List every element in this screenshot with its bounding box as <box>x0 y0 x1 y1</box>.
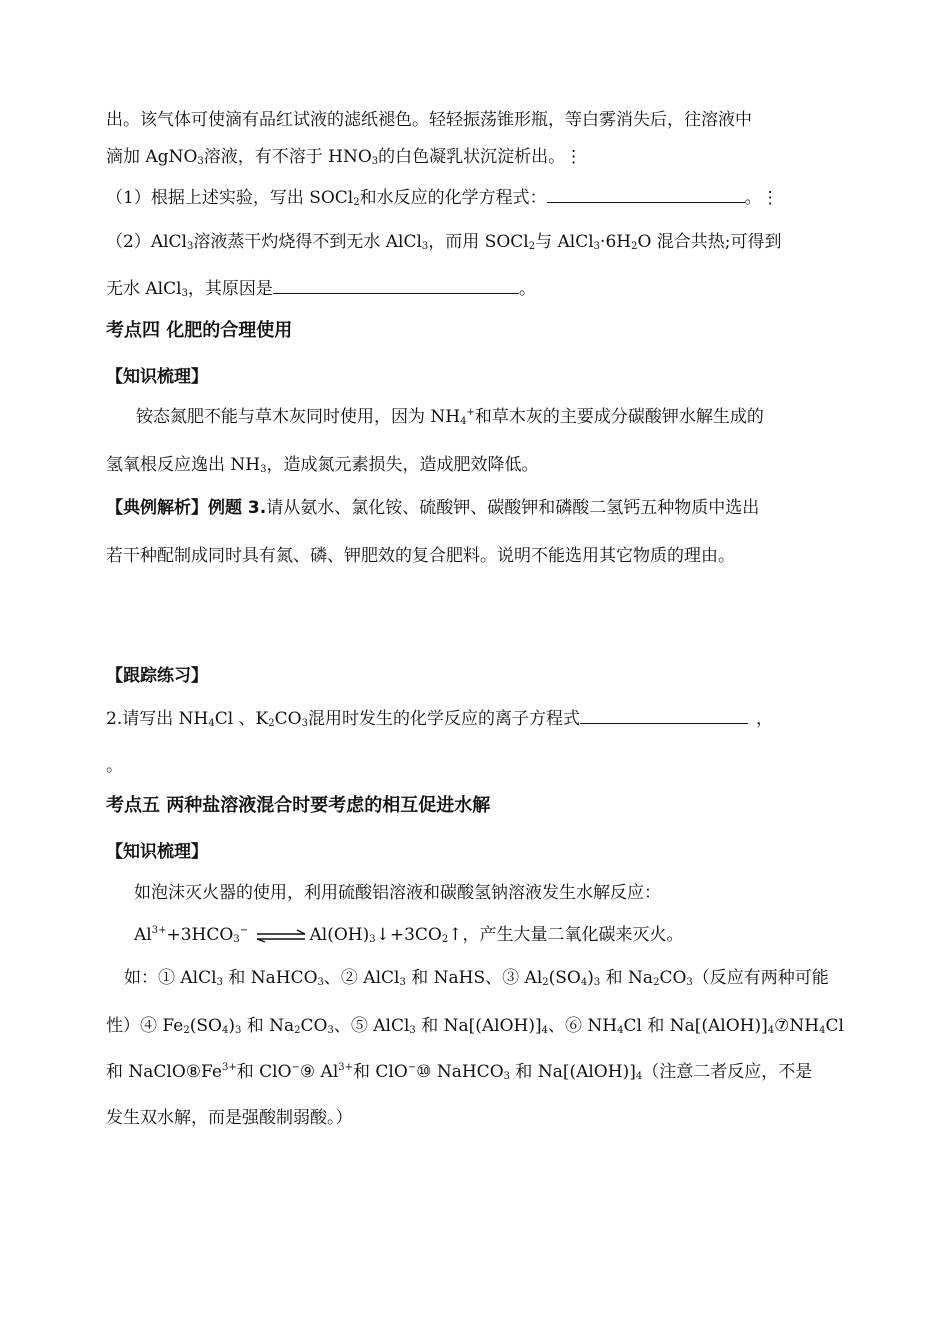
examples-line-3 <box>106 1061 812 1083</box>
examples-line-2 <box>106 1015 844 1037</box>
subscript: 2 <box>631 241 638 252</box>
superscript: − <box>239 925 249 936</box>
text: ) <box>228 1016 235 1036</box>
subscript: 4 <box>580 977 588 988</box>
text: （反应有两种可能 <box>692 968 829 988</box>
subscript: 3 <box>317 977 324 988</box>
text: 出。该气体可使滴有品红试液的滤纸褪色。轻轻振荡锥形瓶，等白雾消失后，往溶液中 <box>106 110 752 130</box>
text: 发生双水解，而是强酸制弱酸。） <box>106 1108 353 1128</box>
subscript: 3 <box>216 977 223 988</box>
subscript: 2 <box>183 1025 190 1036</box>
subscript: 3 <box>369 934 376 945</box>
text: CO <box>659 968 687 988</box>
text: CO <box>300 1016 328 1036</box>
practice-tag: 【跟踪练习】 <box>106 666 208 686</box>
subscript: 2 <box>268 718 275 729</box>
superscript: − <box>407 1062 417 1073</box>
text: 无水 AlCl <box>106 279 182 299</box>
subscript: 3 <box>186 241 194 252</box>
subscript: 3 <box>593 241 601 252</box>
text: 与 AlCl <box>535 232 594 252</box>
example-tag: 【典例解析】例题 3. <box>106 498 267 518</box>
paragraph-line <box>134 882 661 904</box>
text: （1）根据上述实验，写出 SOCl <box>106 188 354 208</box>
text: 和 Na <box>600 968 654 988</box>
subscript: 2 <box>653 977 660 988</box>
text: 和 NaHCO <box>222 968 318 988</box>
subscript: 3 <box>409 1025 416 1036</box>
subscript: 3 <box>593 977 601 988</box>
text: ) <box>587 968 594 988</box>
question-2 <box>106 231 782 253</box>
text: 铵态氮肥不能与草木灰同时使用，因为 NH <box>136 407 461 427</box>
subscript: 2 <box>542 977 549 988</box>
section-4-knowledge-tag: 【知识梳理】 <box>106 367 208 387</box>
text: ，而用 SOCl <box>428 232 529 252</box>
equation-line <box>134 924 683 946</box>
subscript: 3 <box>301 718 308 729</box>
paragraph-line <box>106 545 735 567</box>
text: 和 Na[(AlOH)] <box>415 1016 542 1036</box>
subscript: 3 <box>399 977 406 988</box>
subscript: 2 <box>441 934 449 945</box>
text: 若干种配制成同时具有氮、磷、钾肥效的复合肥料。说明不能选用其它物质的理由。 <box>106 546 735 566</box>
text: O 混合共热;可得到 <box>637 232 782 252</box>
text: Cl 和 Na[(AlOH)] <box>623 1016 768 1036</box>
subscript: 3 <box>686 977 693 988</box>
question-1 <box>106 186 779 209</box>
superscript: − <box>291 1062 300 1073</box>
subscript: 3 <box>371 156 379 167</box>
subscript: 3 <box>260 464 267 475</box>
paragraph-line <box>106 454 538 476</box>
subscript: 2 <box>528 241 536 252</box>
answer-blank[interactable] <box>273 277 519 294</box>
paragraph-line <box>106 1107 353 1129</box>
text: 如泡沫灭火器的使用，利用硫酸铝溶液和碳酸氢钠溶液发生水解反应： <box>134 883 661 903</box>
text: ，其原因是 <box>187 279 273 299</box>
text: 氢氧根反应逸出 NH <box>106 455 261 475</box>
text: ↑，产生大量二氧化碳来灭火。 <box>448 925 684 945</box>
subscript: 2 <box>353 197 360 208</box>
subscript: 4 <box>541 1025 548 1036</box>
text: 和 ClO <box>236 1062 292 1082</box>
subscript: 4 <box>819 1025 826 1036</box>
text: CO <box>274 709 302 729</box>
superscript: 3+ <box>221 1062 237 1073</box>
text: ↓+3CO <box>375 925 442 945</box>
text: ， <box>755 709 773 729</box>
text: Cl <box>825 1016 844 1036</box>
text: Al <box>134 925 152 945</box>
subscript: 3 <box>503 1071 511 1082</box>
text: 和 NaClO⑧Fe <box>106 1062 222 1082</box>
text: 和 ClO <box>353 1062 408 1082</box>
paragraph-line <box>106 146 582 168</box>
subscript: 4 <box>617 1025 624 1036</box>
text: 、⑤ AlCl <box>333 1016 410 1036</box>
paragraph-line <box>106 109 752 131</box>
subscript: 4 <box>767 1025 775 1036</box>
text: 2.请写出 NH <box>106 709 209 729</box>
subscript: 3 <box>233 934 240 945</box>
superscript: 3+ <box>151 925 167 936</box>
superscript: 3+ <box>338 1062 354 1073</box>
subscript: 3 <box>327 1025 334 1036</box>
text: ，造成氮元素损失，造成肥效降低。 <box>266 455 539 475</box>
subscript: 3 <box>421 241 429 252</box>
answer-blank[interactable] <box>547 186 745 203</box>
text: 和 Na[(AlOH)] <box>510 1062 636 1082</box>
section-5-knowledge-tag: 【知识梳理】 <box>106 842 208 862</box>
text: （2）AlCl <box>106 232 187 252</box>
text: 。 <box>518 279 536 299</box>
subscript: 4 <box>221 1025 229 1036</box>
section-4-title: 考点四 化肥的合理使用 <box>106 320 293 341</box>
examples-line-1 <box>124 967 829 989</box>
text: 、② AlCl <box>323 968 400 988</box>
equilibrium-arrow-icon <box>255 929 307 943</box>
text: ⑨ Al <box>299 1062 339 1082</box>
question-2-line-2 <box>106 277 536 300</box>
text: 和水反应的化学方程式： <box>359 188 547 208</box>
subscript: 2 <box>294 1025 301 1036</box>
text: +3HCO <box>166 925 234 945</box>
superscript: + <box>466 407 475 418</box>
text: 滴加 AgNO <box>106 147 198 167</box>
text: ⑩ NaHCO <box>416 1062 504 1082</box>
paragraph-line <box>106 755 123 777</box>
text: 和 Na <box>241 1016 295 1036</box>
text: (SO <box>189 1016 222 1036</box>
paragraph-line <box>136 406 764 428</box>
subscript: 3 <box>234 1025 242 1036</box>
practice-question-2 <box>106 707 773 730</box>
text: Cl 、K <box>214 709 269 729</box>
answer-blank[interactable] <box>580 707 748 724</box>
text: 。⋮ <box>744 188 779 208</box>
text: (SO <box>548 968 581 988</box>
section-5-title: 考点五 两种盐溶液混合时要考虑的相互促进水解 <box>106 795 491 816</box>
text: ·6H <box>600 232 632 252</box>
text: （注意二者反应，不是 <box>642 1062 813 1082</box>
text: 性）④ Fe <box>106 1016 184 1036</box>
text: 。 <box>106 756 123 776</box>
subscript: 4 <box>460 416 467 427</box>
text: 溶液，有不溶于 HNO <box>203 147 372 167</box>
text: 和草木灰的主要成分碳酸钾水解生成的 <box>474 407 764 427</box>
text: 和 NaHS、③ Al <box>405 968 543 988</box>
text: ⑦NH <box>774 1016 820 1036</box>
text: 请从氨水、氯化铵、硫酸钾、碳酸钾和磷酸二氢钙五种物质中选出 <box>266 498 760 518</box>
subscript: 4 <box>635 1071 643 1082</box>
subscript: 3 <box>181 288 188 299</box>
text: 的白色凝乳状沉淀析出。⋮ <box>378 147 583 167</box>
text: Al(OH) <box>309 925 370 945</box>
subscript: 3 <box>197 156 204 167</box>
subscript: 4 <box>208 718 215 729</box>
example-3 <box>106 497 759 519</box>
text: 如：① AlCl <box>124 968 217 988</box>
text: 混用时发生的化学反应的离子方程式 <box>307 709 580 729</box>
text: 、⑥ NH <box>548 1016 618 1036</box>
text: 溶液蒸干灼烧得不到无水 AlCl <box>193 232 422 252</box>
